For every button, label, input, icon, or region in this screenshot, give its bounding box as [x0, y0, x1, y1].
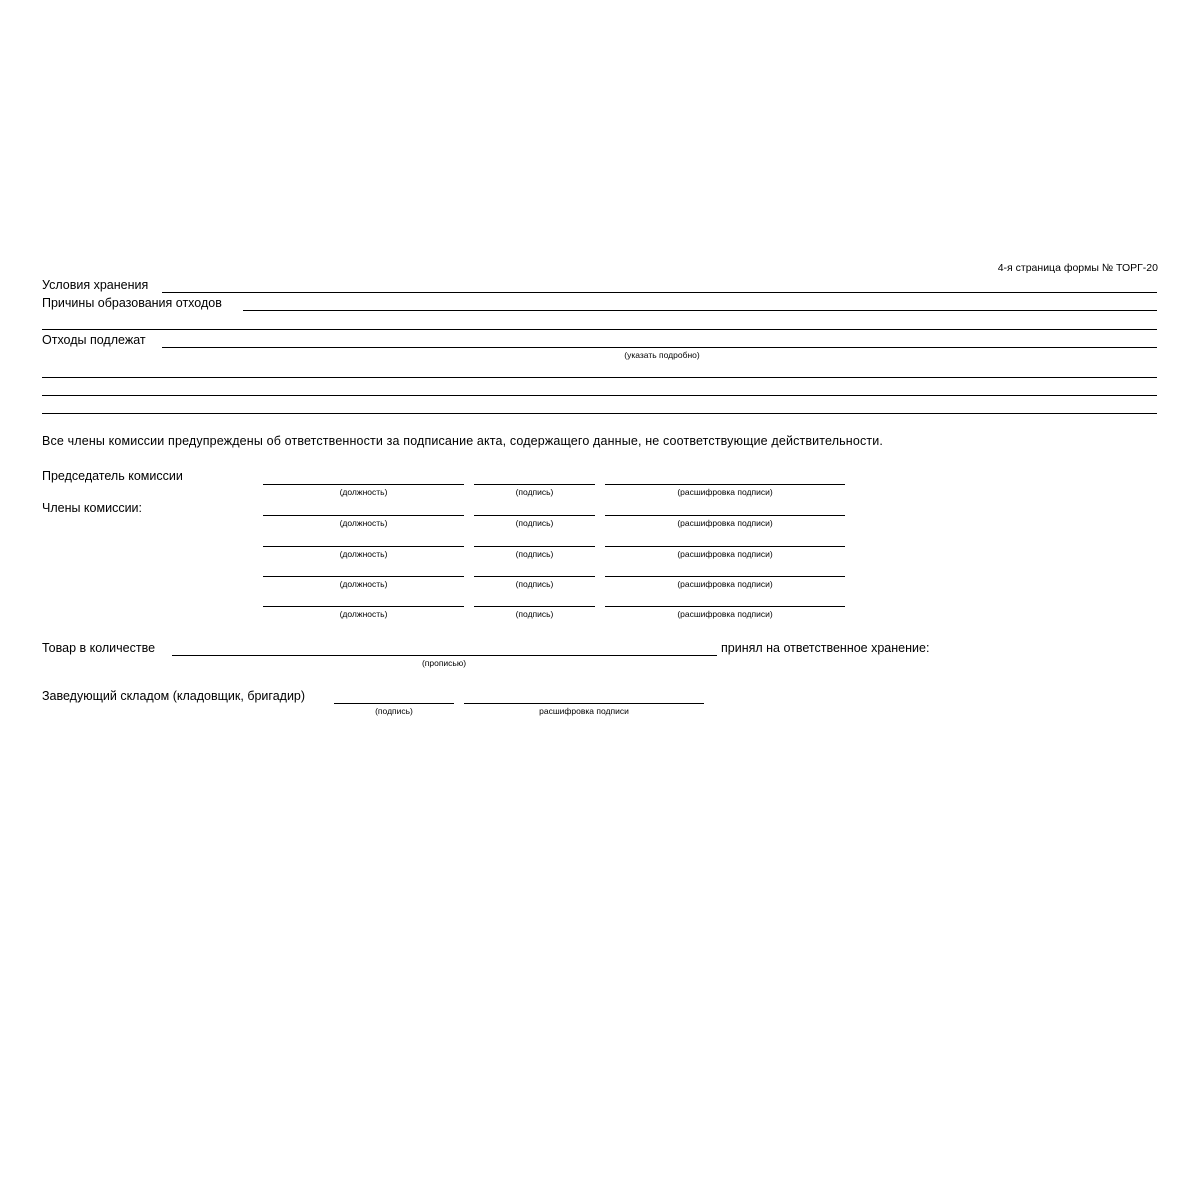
waste-reasons-line-2[interactable]: [42, 329, 1157, 330]
warehouse-decoding-line[interactable]: [464, 703, 704, 704]
waste-reasons-line[interactable]: [243, 310, 1157, 311]
warehouse-signature-caption: (подпись): [375, 706, 413, 716]
waste-subject-line[interactable]: [162, 347, 1157, 348]
waste-subject-line-2[interactable]: [42, 377, 1157, 378]
caption-decoding: (расшифровка подписи): [677, 579, 773, 589]
chairman-position-line[interactable]: [263, 484, 464, 485]
member-decoding-line[interactable]: [605, 515, 845, 516]
chairman-decoding-line[interactable]: [605, 484, 845, 485]
caption-position: (должность): [339, 609, 388, 619]
chairman-signature-line[interactable]: [474, 484, 595, 485]
member-signature-line[interactable]: [474, 546, 595, 547]
waste-subject-line-3[interactable]: [42, 395, 1157, 396]
storage-conditions-label: Условия хранения: [42, 278, 149, 292]
caption-position: (должность): [339, 487, 388, 497]
member-decoding-line[interactable]: [605, 576, 845, 577]
goods-quantity-label: Товар в количестве: [42, 641, 156, 655]
caption-signature: (подпись): [515, 518, 554, 528]
chairman-label: Председатель комиссии: [42, 469, 183, 483]
caption-decoding: (расшифровка подписи): [677, 487, 773, 497]
goods-quantity-line[interactable]: [172, 655, 717, 656]
member-decoding-line[interactable]: [605, 606, 845, 607]
member-position-line[interactable]: [263, 515, 464, 516]
waste-reasons-label: Причины образования отходов: [42, 296, 222, 310]
member-position-line[interactable]: [263, 546, 464, 547]
caption-decoding: (расшифровка подписи): [677, 609, 773, 619]
specify-hint-caption: (указать подробно): [624, 350, 700, 360]
caption-position: (должность): [339, 579, 388, 589]
caption-signature: (подпись): [515, 549, 554, 559]
quantity-caption: (прописью): [421, 658, 467, 668]
member-signature-line[interactable]: [474, 515, 595, 516]
member-signature-line[interactable]: [474, 606, 595, 607]
caption-decoding: (расшифровка подписи): [677, 549, 773, 559]
caption-position: (должность): [339, 518, 388, 528]
members-label: Члены комиссии:: [42, 501, 143, 515]
waste-subject-label: Отходы подлежат: [42, 333, 146, 347]
form-page-header: 4-я страница формы № ТОРГ-20: [997, 262, 1158, 274]
caption-signature: (подпись): [515, 487, 554, 497]
caption-signature: (подпись): [515, 579, 554, 589]
warehouse-head-label: Заведующий складом (кладовщик, бригадир): [42, 689, 306, 703]
member-position-line[interactable]: [263, 576, 464, 577]
member-position-line[interactable]: [263, 606, 464, 607]
member-decoding-line[interactable]: [605, 546, 845, 547]
member-signature-line[interactable]: [474, 576, 595, 577]
caption-signature: (подпись): [515, 609, 554, 619]
warehouse-decoding-caption: расшифровка подписи: [539, 706, 629, 716]
caption-decoding: (расшифровка подписи): [677, 518, 773, 528]
waste-subject-line-4[interactable]: [42, 413, 1157, 414]
responsibility-warning: Все члены комиссии предупреждены об ответственности за подписание акта, содержащего данные, не соответствующие действительности.: [42, 434, 883, 448]
storage-conditions-line[interactable]: [162, 292, 1157, 293]
warehouse-signature-line[interactable]: [334, 703, 454, 704]
caption-position: (должность): [339, 549, 388, 559]
accepted-for-storage-label: принял на ответственное хранение:: [721, 641, 930, 655]
